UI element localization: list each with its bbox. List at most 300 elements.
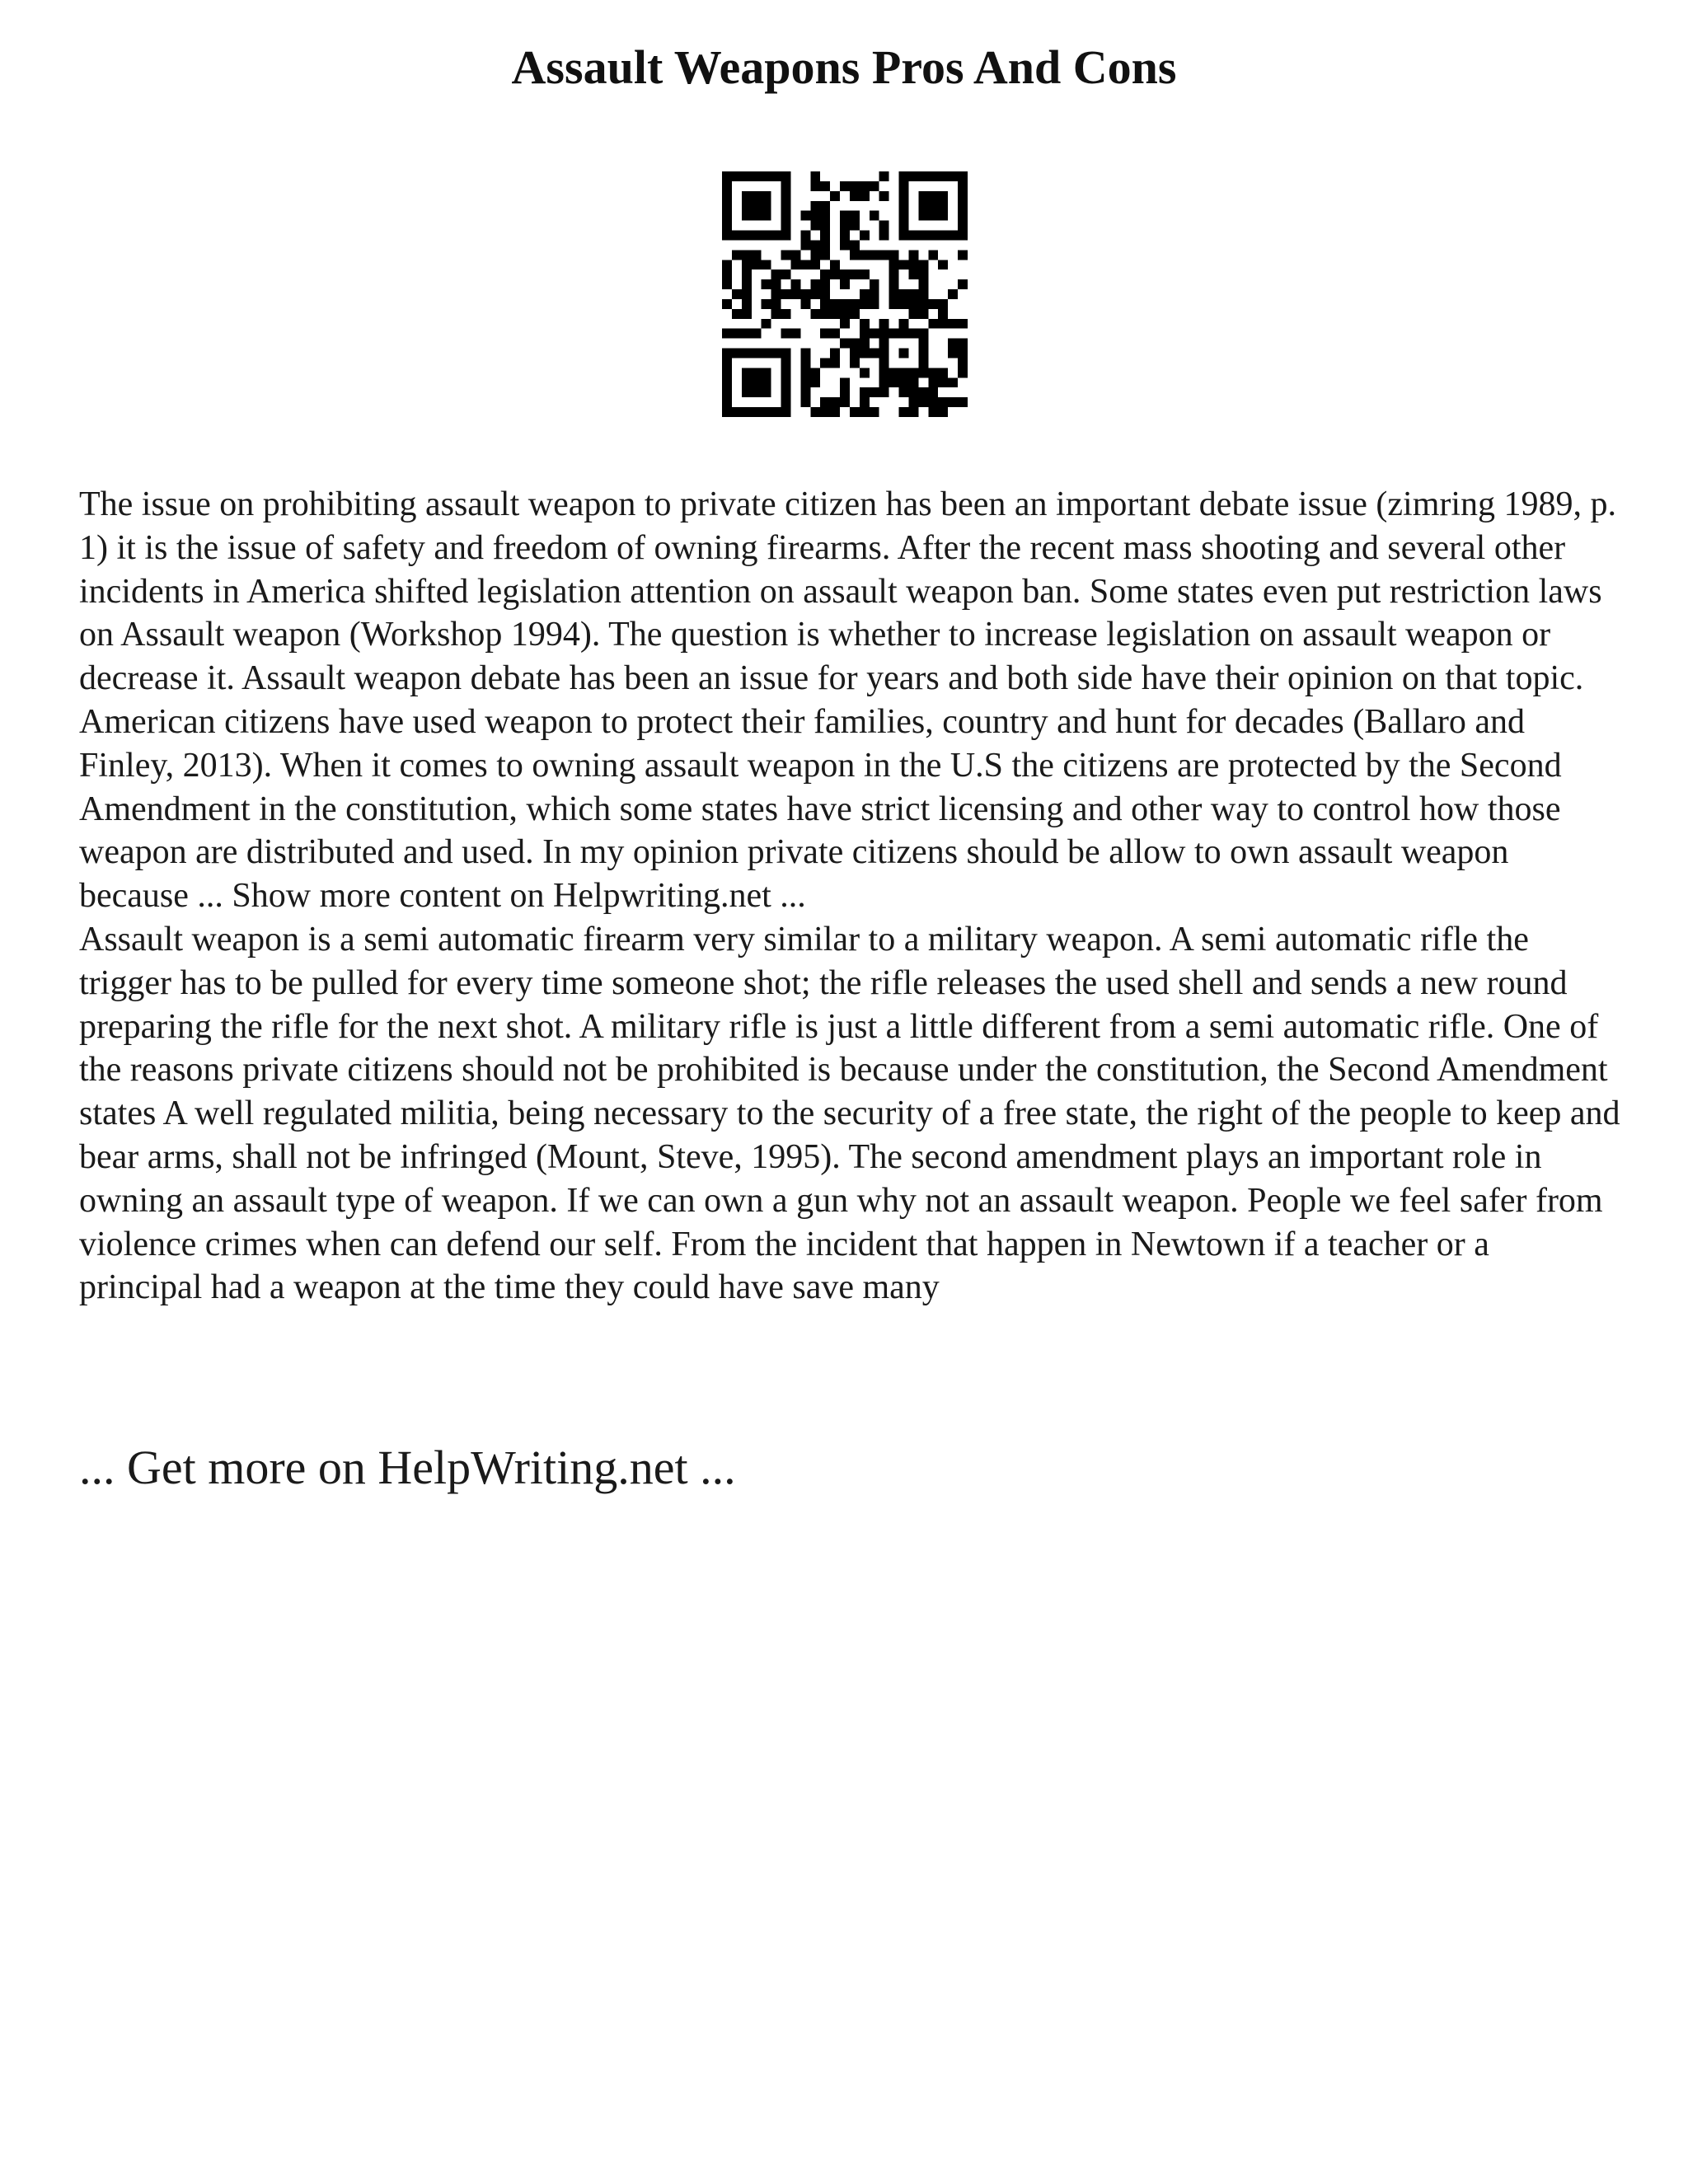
qr-module bbox=[958, 397, 968, 407]
qr-module bbox=[870, 211, 879, 221]
qr-module bbox=[722, 171, 732, 181]
qr-module bbox=[899, 181, 909, 191]
qr-module bbox=[948, 289, 958, 299]
qr-module bbox=[830, 309, 840, 319]
qr-module bbox=[752, 201, 762, 211]
qr-module bbox=[820, 407, 830, 417]
qr-module bbox=[722, 201, 732, 211]
qr-module bbox=[722, 181, 732, 191]
qr-module bbox=[899, 329, 909, 339]
qr-module bbox=[820, 211, 830, 221]
paragraph-intro: The issue on prohibiting assault weapon to private citizen has been an important debate issue (zimring 1989, p. 1) it is the issue of safety and freedom of owning firearms. After the recent mass shooting and several other incidents in America shifted legislation attention on assault weapon ban. Some states even put restriction laws on Assault weapon (Workshop 1994). The question is whether to increase legislation on assault weapon or decrease it. Assault weapon debate has been an issue for years and both side have their opinion on that topic. American citizens have used weapon to protect their families, country and hunt for decades (Ballaro and Finley, 2013). When it comes to owning assault weapon in the U.S the citizens are protected by the Second Amendment in the constitution, which some states have strict licensing and other way to control how those weapon are distributed and used. In my opinion private citizens should be allow to own assault weapon because ... Show more content on Helpwriting.net ... bbox=[79, 485, 1617, 916]
qr-module bbox=[820, 289, 830, 299]
qr-module bbox=[938, 377, 948, 387]
qr-module bbox=[820, 309, 830, 319]
qr-module bbox=[762, 279, 771, 289]
document-title: Assault Weapons Pros And Cons bbox=[511, 40, 1177, 94]
qr-module bbox=[938, 191, 948, 201]
qr-module bbox=[840, 387, 850, 397]
qr-module bbox=[870, 181, 879, 191]
qr-module bbox=[928, 250, 938, 260]
qr-module bbox=[840, 231, 850, 241]
qr-module bbox=[938, 368, 948, 377]
qr-module bbox=[899, 211, 909, 221]
qr-module bbox=[948, 231, 958, 241]
qr-module bbox=[830, 329, 840, 339]
qr-module bbox=[958, 339, 968, 349]
qr-module bbox=[781, 349, 791, 359]
qr-module bbox=[762, 260, 771, 269]
qr-module bbox=[771, 309, 781, 319]
qr-module bbox=[958, 221, 968, 231]
qr-module bbox=[928, 377, 938, 387]
qr-module bbox=[752, 329, 762, 339]
qr-module bbox=[958, 368, 968, 377]
qr-module bbox=[879, 329, 889, 339]
qr-module bbox=[860, 368, 870, 377]
qr-module bbox=[928, 319, 938, 329]
qr-module bbox=[820, 329, 830, 339]
qr-module bbox=[889, 299, 899, 309]
qr-module bbox=[742, 309, 752, 319]
qr-module bbox=[722, 221, 732, 231]
qr-module bbox=[908, 250, 918, 260]
qr-module bbox=[928, 299, 938, 309]
qr-module bbox=[928, 211, 938, 221]
qr-module bbox=[870, 289, 879, 299]
qr-module bbox=[742, 269, 752, 279]
qr-module bbox=[742, 250, 752, 260]
qr-module bbox=[860, 319, 870, 329]
qr-module bbox=[918, 211, 928, 221]
qr-module bbox=[810, 201, 820, 211]
qr-module bbox=[938, 260, 948, 269]
qr-module bbox=[870, 329, 879, 339]
qr-module bbox=[918, 309, 928, 319]
qr-module bbox=[752, 171, 762, 181]
qr-module bbox=[722, 231, 732, 241]
qr-module bbox=[918, 269, 928, 279]
qr-module bbox=[781, 387, 791, 397]
qr-module bbox=[899, 387, 909, 397]
qr-module bbox=[722, 211, 732, 221]
qr-module bbox=[928, 171, 938, 181]
qr-module bbox=[742, 201, 752, 211]
qr-module bbox=[899, 191, 909, 201]
qr-module bbox=[850, 240, 860, 250]
qr-module bbox=[722, 387, 732, 397]
qr-module bbox=[800, 299, 810, 309]
qr-module bbox=[918, 279, 928, 289]
qr-module bbox=[781, 250, 791, 260]
qr-module bbox=[889, 269, 899, 279]
qr-module bbox=[830, 349, 840, 359]
qr-module bbox=[840, 221, 850, 231]
qr-module bbox=[928, 368, 938, 377]
qr-module bbox=[781, 309, 791, 319]
qr-code-icon[interactable] bbox=[722, 171, 968, 417]
qr-module bbox=[732, 329, 742, 339]
qr-module bbox=[938, 171, 948, 181]
qr-module bbox=[732, 171, 742, 181]
qr-module bbox=[938, 299, 948, 309]
qr-module bbox=[771, 171, 781, 181]
qr-module bbox=[870, 299, 879, 309]
qr-module bbox=[752, 387, 762, 397]
qr-module bbox=[879, 387, 889, 397]
qr-module bbox=[899, 171, 909, 181]
qr-module bbox=[742, 260, 752, 269]
qr-module bbox=[742, 329, 752, 339]
qr-module bbox=[958, 250, 968, 260]
qr-module bbox=[879, 349, 889, 359]
qr-module bbox=[762, 368, 771, 377]
qr-module bbox=[899, 231, 909, 241]
qr-module bbox=[948, 349, 958, 359]
qr-module bbox=[908, 171, 918, 181]
qr-module bbox=[850, 211, 860, 221]
qr-module bbox=[938, 201, 948, 211]
qr-module bbox=[908, 289, 918, 299]
qr-module bbox=[762, 299, 771, 309]
paragraph-definition: Assault weapon is a semi automatic firearm very similar to a military weapon. A semi automatic rifle the trigger has to be pulled for every time someone shot; the rifle releases the used shell and sends a new round preparing the rifle for the next shot. A military rifle is just a little different from a semi automatic rifle. One of the reasons private citizens should not be prohibited is because under the constitution, the Second Amendment states A well regulated militia, being necessary to the security of a free state, the right of the people to keep and bear arms, shall not be infringed (Mount, Steve, 1995). The second amendment plays an important role in owning an assault type of weapon. If we can own a gun why not an assault weapon. People we feel safer from violence crimes when can defend our self. From the incident that happen in Newtown if a teacher or a principal had a weapon at the time they could have save many bbox=[79, 920, 1620, 1307]
qr-module bbox=[899, 260, 909, 269]
qr-module bbox=[742, 407, 752, 417]
get-more-link[interactable]: ... Get more on HelpWriting.net ... bbox=[79, 1441, 736, 1494]
qr-module bbox=[742, 191, 752, 201]
qr-module bbox=[840, 397, 850, 407]
qr-module bbox=[752, 407, 762, 417]
qr-module bbox=[762, 387, 771, 397]
qr-module bbox=[752, 250, 762, 260]
qr-module bbox=[820, 221, 830, 231]
qr-module bbox=[958, 211, 968, 221]
qr-module bbox=[742, 279, 752, 289]
qr-module bbox=[850, 309, 860, 319]
qr-module bbox=[850, 181, 860, 191]
qr-module bbox=[850, 349, 860, 359]
qr-module bbox=[899, 289, 909, 299]
qr-module bbox=[781, 289, 791, 299]
qr-module bbox=[958, 201, 968, 211]
qr-module bbox=[870, 349, 879, 359]
qr-module bbox=[771, 407, 781, 417]
qr-module bbox=[762, 191, 771, 201]
qr-module bbox=[918, 387, 928, 397]
qr-module bbox=[918, 368, 928, 377]
qr-module bbox=[820, 358, 830, 368]
qr-module bbox=[879, 231, 889, 241]
qr-module bbox=[958, 181, 968, 191]
qr-module bbox=[762, 211, 771, 221]
qr-module bbox=[850, 299, 860, 309]
qr-module bbox=[879, 377, 889, 387]
qr-module bbox=[860, 349, 870, 359]
qr-module bbox=[928, 201, 938, 211]
qr-module bbox=[771, 279, 781, 289]
qr-module bbox=[781, 171, 791, 181]
qr-module bbox=[762, 407, 771, 417]
qr-module bbox=[860, 250, 870, 260]
qr-module bbox=[762, 171, 771, 181]
qr-module bbox=[800, 260, 810, 269]
qr-module bbox=[918, 289, 928, 299]
qr-module bbox=[800, 368, 810, 377]
qr-module bbox=[908, 260, 918, 269]
qr-module bbox=[918, 260, 928, 269]
qr-module bbox=[742, 171, 752, 181]
qr-module bbox=[771, 299, 781, 309]
qr-module bbox=[830, 191, 840, 201]
qr-module bbox=[820, 279, 830, 289]
qr-module bbox=[860, 289, 870, 299]
qr-module bbox=[958, 319, 968, 329]
qr-module bbox=[860, 329, 870, 339]
qr-module bbox=[830, 269, 840, 279]
qr-module bbox=[840, 377, 850, 387]
qr-module bbox=[889, 279, 899, 289]
qr-module bbox=[870, 279, 879, 289]
qr-module bbox=[908, 407, 918, 417]
qr-module bbox=[899, 299, 909, 309]
qr-module bbox=[938, 319, 948, 329]
qr-module bbox=[889, 329, 899, 339]
qr-module bbox=[830, 358, 840, 368]
qr-module bbox=[948, 339, 958, 349]
qr-module bbox=[722, 349, 732, 359]
qr-module bbox=[820, 269, 830, 279]
qr-module bbox=[810, 407, 820, 417]
qr-module bbox=[752, 211, 762, 221]
qr-module bbox=[742, 349, 752, 359]
qr-module bbox=[762, 319, 771, 329]
qr-module bbox=[732, 289, 742, 299]
qr-module bbox=[860, 231, 870, 241]
qr-module bbox=[781, 368, 791, 377]
qr-module bbox=[860, 299, 870, 309]
qr-module bbox=[820, 397, 830, 407]
qr-module bbox=[860, 269, 870, 279]
qr-module bbox=[800, 349, 810, 359]
qr-module bbox=[732, 349, 742, 359]
qr-module bbox=[928, 231, 938, 241]
qr-module bbox=[752, 368, 762, 377]
qr-module bbox=[781, 329, 791, 339]
qr-module bbox=[918, 329, 928, 339]
qr-module bbox=[800, 231, 810, 241]
qr-module bbox=[870, 250, 879, 260]
qr-module bbox=[860, 191, 870, 201]
qr-module bbox=[781, 407, 791, 417]
qr-module bbox=[722, 368, 732, 377]
qr-module bbox=[810, 211, 820, 221]
qr-module bbox=[810, 240, 820, 250]
qr-module bbox=[840, 319, 850, 329]
qr-module bbox=[781, 231, 791, 241]
qr-module bbox=[958, 191, 968, 201]
qr-module bbox=[790, 329, 800, 339]
qr-module bbox=[742, 387, 752, 397]
qr-module bbox=[742, 211, 752, 221]
qr-module bbox=[850, 191, 860, 201]
qr-module bbox=[800, 358, 810, 368]
qr-module bbox=[790, 250, 800, 260]
qr-module bbox=[810, 309, 820, 319]
qr-module bbox=[781, 201, 791, 211]
qr-module bbox=[820, 240, 830, 250]
qr-module bbox=[850, 339, 860, 349]
qr-module bbox=[771, 349, 781, 359]
qr-module bbox=[938, 211, 948, 221]
qr-module bbox=[938, 397, 948, 407]
qr-module bbox=[850, 250, 860, 260]
qr-module bbox=[860, 387, 870, 397]
qr-module bbox=[752, 349, 762, 359]
qr-module bbox=[820, 201, 830, 211]
qr-module bbox=[820, 181, 830, 191]
qr-module bbox=[722, 397, 732, 407]
qr-module bbox=[958, 358, 968, 368]
qr-module bbox=[830, 397, 840, 407]
qr-module bbox=[860, 181, 870, 191]
qr-module bbox=[879, 221, 889, 231]
qr-module bbox=[958, 171, 968, 181]
qr-module bbox=[918, 201, 928, 211]
qr-module bbox=[860, 397, 870, 407]
qr-module bbox=[938, 407, 948, 417]
qr-module bbox=[771, 289, 781, 299]
qr-module bbox=[781, 377, 791, 387]
qr-module bbox=[918, 339, 928, 349]
article-body bbox=[79, 483, 1620, 1310]
qr-module bbox=[810, 377, 820, 387]
qr-module bbox=[958, 349, 968, 359]
qr-module bbox=[908, 397, 918, 407]
qr-module bbox=[742, 368, 752, 377]
qr-module bbox=[908, 309, 918, 319]
qr-module bbox=[899, 221, 909, 231]
qr-module bbox=[800, 211, 810, 221]
qr-module bbox=[899, 377, 909, 387]
qr-module bbox=[800, 377, 810, 387]
qr-module bbox=[732, 250, 742, 260]
qr-module bbox=[908, 387, 918, 397]
qr-module bbox=[879, 191, 889, 201]
qr-module bbox=[762, 349, 771, 359]
qr-module bbox=[810, 181, 820, 191]
qr-module bbox=[928, 397, 938, 407]
qr-module bbox=[742, 299, 752, 309]
qr-module bbox=[820, 231, 830, 241]
qr-module bbox=[879, 319, 889, 329]
qr-module bbox=[742, 377, 752, 387]
qr-module bbox=[879, 358, 889, 368]
qr-module bbox=[810, 260, 820, 269]
qr-module bbox=[790, 279, 800, 289]
qr-module bbox=[918, 299, 928, 309]
qr-module bbox=[752, 231, 762, 241]
qr-module bbox=[800, 289, 810, 299]
qr-module bbox=[722, 407, 732, 417]
qr-module bbox=[850, 407, 860, 417]
qr-module bbox=[840, 269, 850, 279]
qr-module bbox=[810, 368, 820, 377]
qr-module bbox=[810, 171, 820, 181]
qr-module bbox=[732, 231, 742, 241]
qr-module bbox=[870, 387, 879, 397]
qr-module bbox=[722, 260, 732, 269]
qr-module bbox=[781, 269, 791, 279]
qr-module bbox=[938, 231, 948, 241]
qr-module bbox=[918, 358, 928, 368]
qr-module bbox=[928, 407, 938, 417]
qr-module bbox=[820, 250, 830, 260]
qr-module bbox=[908, 231, 918, 241]
qr-module bbox=[899, 201, 909, 211]
qr-module bbox=[810, 289, 820, 299]
qr-module bbox=[722, 377, 732, 387]
qr-module bbox=[879, 171, 889, 181]
qr-module bbox=[899, 319, 909, 329]
qr-module bbox=[722, 299, 732, 309]
qr-module bbox=[948, 171, 958, 181]
qr-module bbox=[948, 397, 958, 407]
qr-module bbox=[722, 269, 732, 279]
qr-module bbox=[762, 377, 771, 387]
qr-module bbox=[889, 289, 899, 299]
qr-module bbox=[771, 269, 781, 279]
qr-module bbox=[860, 339, 870, 349]
qr-module bbox=[879, 250, 889, 260]
qr-module bbox=[850, 269, 860, 279]
qr-module bbox=[752, 191, 762, 201]
qr-module bbox=[840, 240, 850, 250]
qr-module bbox=[840, 279, 850, 289]
qr-module bbox=[781, 181, 791, 191]
qr-module bbox=[948, 377, 958, 387]
qr-module bbox=[771, 231, 781, 241]
qr-module bbox=[908, 329, 918, 339]
qr-module bbox=[810, 221, 820, 231]
qr-module bbox=[958, 231, 968, 241]
qr-module bbox=[800, 240, 810, 250]
qr-module bbox=[958, 279, 968, 289]
qr-module bbox=[722, 329, 732, 339]
qr-module bbox=[800, 387, 810, 397]
qr-module bbox=[918, 397, 928, 407]
qr-module bbox=[850, 221, 860, 231]
qr-module bbox=[781, 397, 791, 407]
qr-module bbox=[918, 171, 928, 181]
qr-module bbox=[908, 269, 918, 279]
qr-module bbox=[762, 201, 771, 211]
qr-module bbox=[781, 358, 791, 368]
qr-module bbox=[820, 299, 830, 309]
qr-code-graphic bbox=[722, 171, 968, 417]
qr-module bbox=[742, 289, 752, 299]
qr-module bbox=[762, 231, 771, 241]
qr-module bbox=[889, 250, 899, 260]
qr-module bbox=[948, 319, 958, 329]
qr-module bbox=[752, 377, 762, 387]
qr-module bbox=[840, 309, 850, 319]
qr-module bbox=[918, 231, 928, 241]
qr-module bbox=[722, 279, 732, 289]
qr-module bbox=[928, 191, 938, 201]
qr-module bbox=[781, 211, 791, 221]
qr-module bbox=[830, 260, 840, 269]
qr-module bbox=[781, 221, 791, 231]
